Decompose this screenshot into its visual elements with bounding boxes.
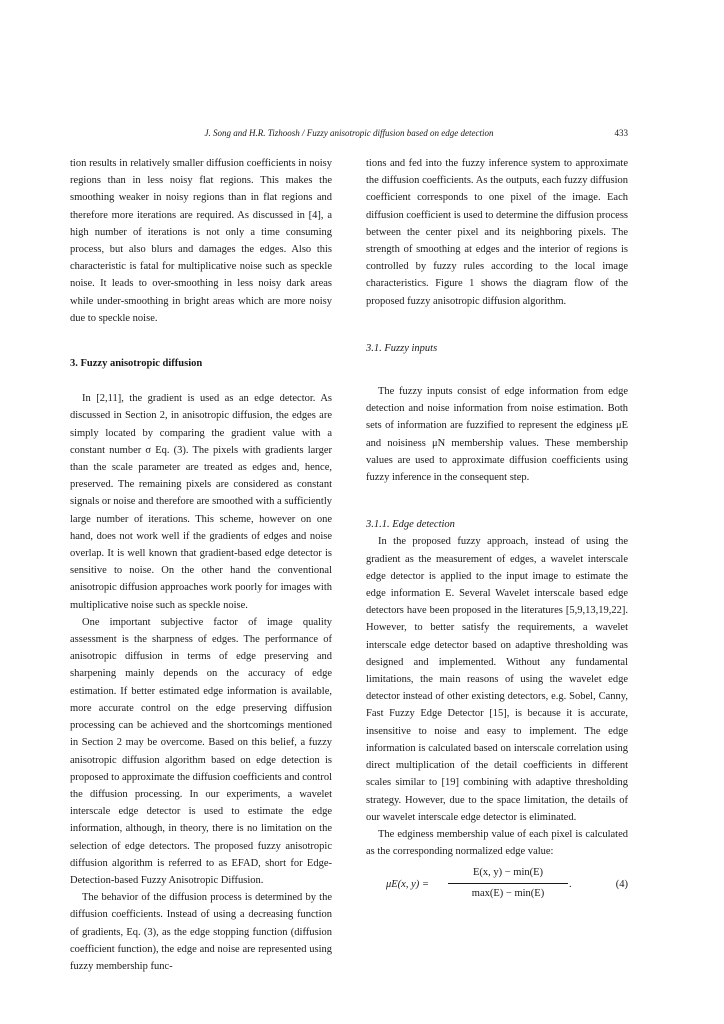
equation-lhs: μE(x, y) =	[386, 879, 429, 891]
equation-fraction	[448, 864, 568, 901]
paragraph: The edginess membership value of each pixel is calculated as the corresponding normalized edge value:	[366, 828, 628, 858]
paragraph: The fuzzy inputs consist of edge information from edge detection and noise information from noise estimation. Both sets of information are fuzzified to represent the edginess μE and noisiness μN membership values. These membership values are used to approximate diffusion coefficients using fuzzy inference in the consequent step.	[366, 386, 628, 484]
paragraph: One important subjective factor of image quality assessment is the sharpness of edges. The performance of anisotropic diffusion in terms of edge preserving and sharpening mainly depends on the accuracy of edge estimation. If better estimated edge information is available, more accurate control on the edge preserving diffusion processing can be achieved and the shortcomings mentioned in Section 2 may be overcome. Based on this belief, a fuzzy anisotropic diffusion algorithm based on edge detection is proposed to approximate the diffusion coefficients and control the diffusion processing. In our experiments, a wavelet interscale edge detector is used to estimate the edge information, although, in theory, there is no limitation on the selection of edge detectors. The proposed fuzzy anisotropic diffusion algorithm is referred to as EFAD, short for Edge-Detection-based Fuzzy Anisotropic Diffusion.	[70, 616, 332, 886]
paragraph: tion results in relatively smaller diffusion coefficients in noisy regions than in less noisy flat regions. This makes the smoothing weaker in noisy regions than in flat regions and therefore more iterations are required. As discussed in [4], a high number of iterations is not only a time consuming process, but also blurs and damages the edges. Also this characteristic is fatal for multiplicative noise such as speckle noise. It leads to over-smoothing in less noisy dark areas while under-smoothing in bright areas which are more noisy due to speckle noise.	[70, 158, 332, 324]
section-heading: 3. Fuzzy anisotropic diffusion	[70, 358, 203, 370]
paragraph: In the proposed fuzzy approach, instead of using the gradient as the measurement of edges, a wavelet interscale edge detector is applied to the input image to estimate the edge information E. Several Wavelet interscale based edge detectors have been proposed in the literatures [5,9,13,19,22]. However, to better satisfy the requirements, a wavelet interscale edge detector based on adaptive thresholding was designed and implemented. Without any fundamental limitations, the main reasons of using the wavelet edge detector instead of other existing detectors, e.g. Sobel, Canny, Fast Fuzzy Edge Detector [15], is because it is accurate, insensitive to noise and easy to implement. The edge information is calculated based on interscale correlation using direct multiplication of the detail coefficients in different scales similar to [19] combining with adaptive thresholding strategy. However, due to the space limitation, the details of our wavelet interscale edge detector is eliminated.	[366, 536, 628, 823]
paragraph: tions and fed into the fuzzy inference system to approximate the diffusion coefficients. As the outputs, each fuzzy diffusion coefficient corresponds to one pixel of the image. Each diffusion coefficient is used to determine the diffusion process between the center pixel and its neighboring pixels. The strength of smoothing at edges and the interior of regions is controlled by fuzzy rules according to the local image characteristics. Figure 1 shows the diagram flow of the proposed fuzzy anisotropic diffusion algorithm.	[366, 158, 628, 307]
subsection-heading: 3.1. Fuzzy inputs	[366, 342, 438, 354]
subsubsection-heading: 3.1.1. Edge detection	[366, 519, 455, 531]
running-title: J. Song and H.R. Tizhoosh / Fuzzy anisotropic diffusion based on edge detection	[204, 128, 494, 138]
running-head	[70, 128, 628, 142]
right-column	[366, 155, 628, 904]
equation-numerator: E(x, y) − min(E)	[448, 864, 568, 883]
equation-4	[366, 864, 628, 904]
left-column	[70, 155, 332, 975]
equation-number: (4)	[615, 879, 628, 891]
paragraph: The behavior of the diffusion process is determined by the diffusion coefficients. Instead of using a decreasing function of gradients, Eq. (3), as the edge stopping function (diffusion coefficient function), the edge and noise are represented using fuzzy membership func-	[70, 892, 332, 972]
page-number: 433	[614, 128, 628, 138]
equation-trailing: .	[569, 879, 572, 891]
equation-denominator: max(E) − min(E)	[471, 887, 545, 899]
paragraph: In [2,11], the gradient is used as an edge detector. As discussed in Section 2, in anisotropic diffusion, the edges are simply located by comparing the gradient value with a constant number σ Eq. (3). The pixels with gradients larger than the scale parameter are treated as edges and, hence, preserved. The remaining pixels are considered as constant signals or noise and therefore are smoothed with a sufficiently large number of iterations. This scheme, however on one hand, does not work well if the gradients of edges and noise overlap. It is well known that gradient-based edge detector is sensitive to noise. On the other hand the conventional anisotropic diffusion approaches work poorly for images with multiplicative noise such as speckle noise.	[70, 393, 332, 611]
